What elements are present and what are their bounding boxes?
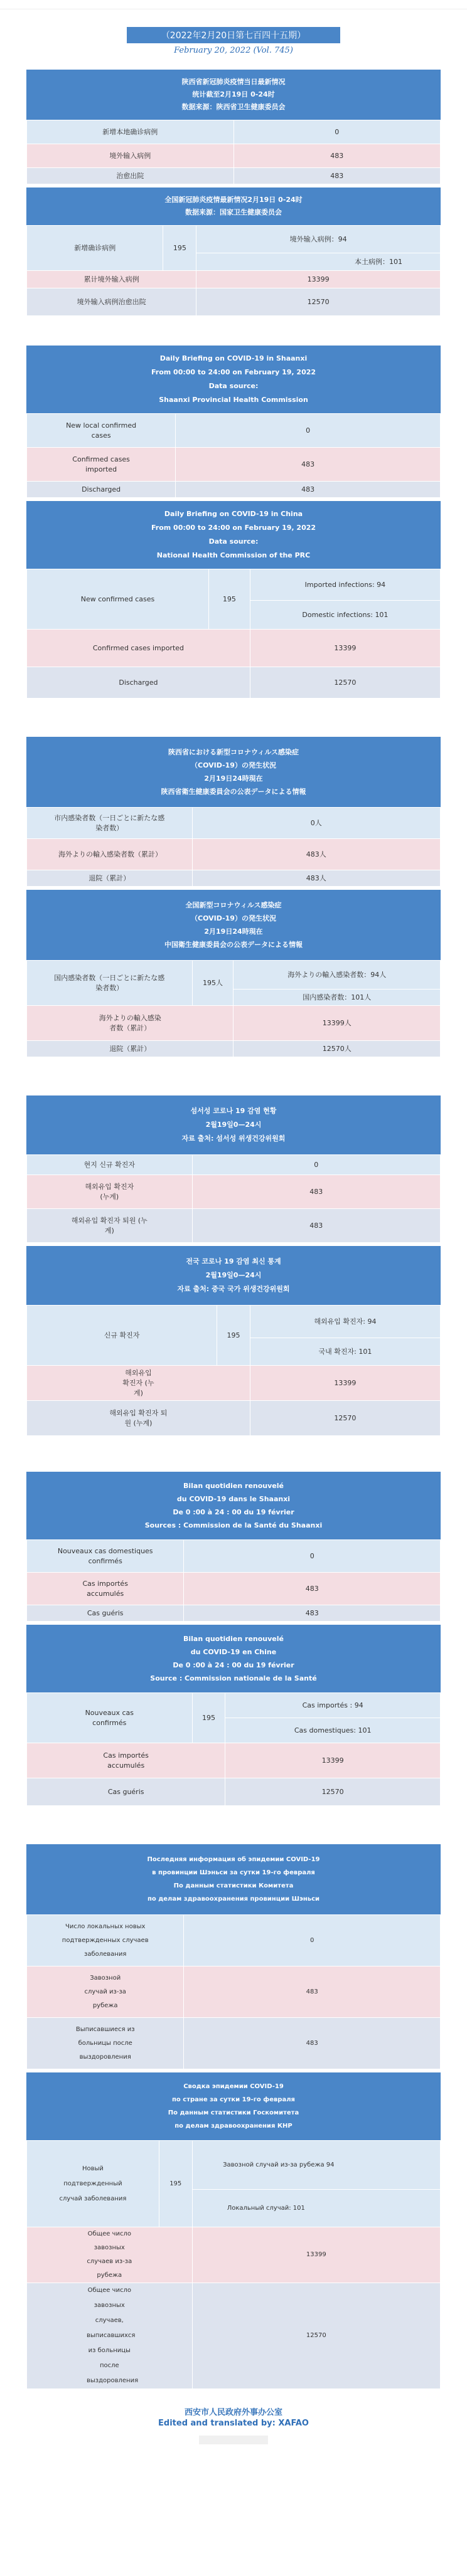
- header-line: 2월19일0—24시: [205, 1121, 262, 1129]
- row-value: 483人: [192, 839, 440, 870]
- domestic-cases: 국내 확진자: 101: [250, 1338, 440, 1366]
- row-label: 退院（累計）: [27, 1041, 234, 1057]
- header-line: 陝西省における新型コロナウィルス感染症: [168, 748, 299, 756]
- en-china-header: [26, 500, 441, 569]
- row-label: Nouveaux cas domestiques confirmés: [27, 1540, 184, 1573]
- header-line: Daily Briefing on COVID-19 in China: [164, 510, 303, 518]
- new-cases-label: 新增确诊病例: [27, 226, 163, 271]
- issue-date-en: February 20, 2022 (Vol. 745): [174, 46, 293, 55]
- header-line: （COVID-19）の発生状況: [191, 761, 276, 769]
- row-label: 新增本地确诊病例: [27, 120, 234, 144]
- header-line: From 00:00 to 24:00 on February 19, 2022: [151, 368, 316, 376]
- table-row: [27, 1778, 441, 1806]
- row-label: Выписавшиеся из больницы после выздоровления: [27, 2018, 184, 2069]
- jp-china-section: [26, 889, 441, 1057]
- row-label: 累计境外输入病例: [27, 271, 196, 288]
- row-label: Confirmed cases imported: [27, 630, 250, 667]
- header-line: 섬서성 코로나 19 감염 현황: [190, 1107, 277, 1115]
- header-line: 자료 출처: 중국 국가 위생건강위원회: [177, 1285, 290, 1293]
- table-row: [27, 2141, 441, 2190]
- row-label: Число локальных новых подтвержденных случаев заболевания: [27, 1915, 184, 1966]
- table-row: [27, 1155, 441, 1175]
- imported-cases: 해외유입 확진자: 94: [250, 1306, 440, 1338]
- row-label: 해외유입 확진자 (누계): [27, 1366, 250, 1401]
- cn-shaanxi-header: [26, 69, 441, 120]
- table-row: [27, 271, 441, 288]
- row-value: 483: [234, 168, 441, 184]
- jp-shaanxi-section: [26, 736, 441, 887]
- table-row: [27, 870, 441, 887]
- row-value: 13399: [250, 1366, 440, 1401]
- table-row: [27, 1573, 441, 1605]
- header-line: 2月19日24時現在: [204, 927, 263, 936]
- en-china-table: [26, 569, 441, 699]
- header-line: 全国新型コロナウィルス感染症: [185, 901, 282, 909]
- header-line: Сводка эпидемии COVID-19: [183, 2083, 284, 2090]
- header-line: 数据来源：陕西省卫生健康委员会: [181, 103, 286, 111]
- row-value: 483: [192, 1175, 440, 1209]
- ko-china-header: [26, 1245, 441, 1305]
- imported-cases: Imported infections: 94: [250, 569, 440, 601]
- header-line: Bilan quotidien renouvelé: [183, 1635, 284, 1643]
- header-line: Data source:: [208, 382, 259, 390]
- domestic-cases: Domestic infections: 101: [250, 601, 440, 630]
- header-line: Последняя информация об эпидемии COVID-19: [147, 1856, 320, 1863]
- header-line: De 0 :00 à 24 : 00 du 19 février: [173, 1661, 294, 1669]
- row-label: Confirmed cases imported: [27, 448, 176, 482]
- row-value: 0: [184, 1915, 441, 1966]
- cn-china-header: [26, 187, 441, 225]
- header-line: По данным статистики Госкомитета: [168, 2109, 299, 2116]
- row-label: 境外输入病例: [27, 144, 234, 168]
- header-line: Shaanxi Provincial Health Commission: [159, 396, 308, 404]
- new-cases-total: 195: [159, 2141, 192, 2227]
- domestic-cases: Локальный случай: 101: [192, 2190, 440, 2227]
- fr-china-section: [26, 1624, 441, 1806]
- header-line: National Health Commission of the PRC: [156, 551, 311, 559]
- new-cases-total: 195: [208, 569, 250, 630]
- row-value: 0: [234, 120, 441, 144]
- row-value: 13399: [192, 2227, 440, 2283]
- row-value: 483: [184, 1966, 441, 2018]
- row-label: Discharged: [27, 667, 250, 699]
- table-row: [27, 1540, 441, 1573]
- row-label: Cas guéris: [27, 1605, 184, 1622]
- header-line: 全国新冠肺炎疫情最新情况2月19日 0-24时: [164, 196, 303, 204]
- table-row: [27, 1743, 441, 1778]
- row-value: 12570: [225, 1778, 441, 1806]
- row-value: 12570: [250, 1401, 440, 1436]
- header-line: Data source:: [208, 537, 259, 546]
- header-line: по стране за сутки 19-го февраля: [172, 2096, 295, 2103]
- row-label: 市内感染者数（一日ごとに新たな感染者数）: [27, 808, 193, 839]
- table-row: [27, 1175, 441, 1209]
- table-row: [27, 1915, 441, 1966]
- header-line: 2월19일0—24시: [205, 1271, 262, 1279]
- domestic-cases: 国内感染者数：101人: [234, 990, 441, 1006]
- row-value: 483: [184, 1605, 441, 1622]
- row-label: Cas importés accumulés: [27, 1573, 184, 1605]
- ru-china-header: [26, 2072, 441, 2140]
- table-row: [27, 961, 441, 990]
- row-value: 483: [192, 1209, 440, 1243]
- bottom-placeholder: [199, 2436, 268, 2444]
- ru-shaanxi-table: [26, 1914, 441, 2069]
- row-label: 현지 신규 확진자: [27, 1155, 193, 1175]
- row-label: Cas guéris: [27, 1778, 225, 1806]
- table-row: [27, 2227, 441, 2283]
- table-row: [27, 630, 441, 667]
- table-row: [27, 288, 441, 316]
- row-label: 退院（累計）: [27, 870, 193, 887]
- row-value: 12570人: [234, 1041, 441, 1057]
- row-label: Cas importés accumulés: [27, 1743, 225, 1778]
- header-line: 2月19日24時現在: [204, 774, 263, 783]
- row-label: Discharged: [27, 482, 176, 498]
- issue-header: [127, 27, 340, 55]
- en-shaanxi-section: [26, 345, 441, 498]
- issue-date-cn: （2022年2月20日第七百四十五期）: [127, 27, 340, 43]
- row-value: 12570: [196, 288, 441, 316]
- row-value: 483: [234, 144, 441, 168]
- row-label: 境外输入病例治愈出院: [27, 288, 196, 316]
- fr-china-header: [26, 1624, 441, 1692]
- header-line: 数据来源：国家卫生健康委员会: [185, 208, 282, 216]
- new-cases-label: 신규 확진자: [27, 1306, 217, 1366]
- table-row: [27, 1006, 441, 1041]
- en-china-section: [26, 500, 441, 699]
- row-value: 0: [192, 1155, 440, 1175]
- row-value: 13399: [225, 1743, 441, 1778]
- new-cases-total: 195人: [192, 961, 234, 1006]
- header-line: по делам здравоохранения провинции Шэньси: [147, 1896, 320, 1903]
- row-value: 13399: [250, 630, 440, 667]
- cn-shaanxi-table: [26, 120, 441, 184]
- new-cases-label: 国内感染者数（一日ごとに新たな感染者数）: [27, 961, 193, 1006]
- row-value: 483: [176, 448, 441, 482]
- domestic-cases: Cas domestiques: 101: [225, 1718, 441, 1743]
- row-label: 해외유입 확진자 퇴원 (누계): [27, 1401, 250, 1436]
- row-label: 治愈出院: [27, 168, 234, 184]
- ko-china-table: [26, 1305, 441, 1436]
- header-line: De 0 :00 à 24 : 00 du 19 février: [173, 1508, 294, 1516]
- table-row: [27, 1605, 441, 1622]
- ru-china-table: [26, 2140, 441, 2389]
- table-row: [27, 120, 441, 144]
- table-row: [27, 226, 441, 253]
- header-line: 전국 코로나 19 감염 최신 통계: [186, 1257, 281, 1265]
- table-row: [27, 1693, 441, 1718]
- header-line: Sources : Commission de la Santé du Shaanxi: [144, 1521, 323, 1529]
- fr-shaanxi-header: [26, 1471, 441, 1539]
- ru-shaanxi-header: [26, 1844, 441, 1914]
- header-line: du COVID-19 en Chine: [190, 1648, 277, 1656]
- row-label: 海外よりの輸入感染者数（累計）: [27, 1006, 234, 1041]
- table-row: [27, 808, 441, 839]
- en-shaanxi-table: [26, 413, 441, 498]
- footer-credit: Edited and translated by: XAFAO: [158, 2419, 309, 2428]
- ru-china-section: [26, 2072, 441, 2389]
- table-row: [27, 482, 441, 498]
- cn-shaanxi-section: [26, 69, 441, 184]
- header-line: Bilan quotidien renouvelé: [183, 1482, 284, 1490]
- table-row: [27, 168, 441, 184]
- header-line: 统计截至2月19日 0-24时: [192, 90, 275, 98]
- fr-shaanxi-table: [26, 1539, 441, 1622]
- imported-cases: Cas importés : 94: [225, 1693, 441, 1718]
- header-line: по делам здравоохранения КНР: [174, 2123, 293, 2130]
- header-line: в провинции Шэньси за сутки 19-го февраля: [152, 1869, 315, 1876]
- jp-shaanxi-table: [26, 807, 441, 887]
- table-row: [27, 1306, 441, 1338]
- ko-china-section: [26, 1245, 441, 1436]
- new-cases-label: Nouveaux cas confirmés: [27, 1693, 193, 1743]
- row-value: 483: [184, 1573, 441, 1605]
- cn-china-section: [26, 187, 441, 316]
- new-cases-label: Новый подтвержденный случай заболевания: [27, 2141, 159, 2227]
- row-value: 12570: [250, 667, 440, 699]
- row-value: 12570: [192, 2283, 440, 2389]
- row-label: Завозной случай из-за рубежа: [27, 1966, 184, 2018]
- imported-cases: 境外输入病例：94: [196, 226, 441, 253]
- table-row: [27, 2018, 441, 2069]
- imported-cases: Завозной случай из-за рубежа 94: [192, 2141, 440, 2190]
- cn-china-table: [26, 225, 441, 316]
- header-line: Source : Commission nationale de la Santé: [150, 1674, 317, 1682]
- ko-shaanxi-table: [26, 1154, 441, 1243]
- table-row: [27, 414, 441, 448]
- jp-china-table: [26, 960, 441, 1057]
- footer-office-name: 西安市人民政府外事办公室: [184, 2408, 282, 2417]
- row-value: 483: [184, 2018, 441, 2069]
- ko-shaanxi-section: [26, 1095, 441, 1243]
- row-value: 0: [184, 1540, 441, 1573]
- header-line: 자료 출처: 섬서성 위생건강위원회: [181, 1134, 286, 1143]
- table-row: [27, 1401, 441, 1436]
- row-label: Общее число завозных случаев, выписавшихся из больницы после выздоровления: [27, 2283, 193, 2389]
- row-value: 0: [176, 414, 441, 448]
- table-row: [27, 1209, 441, 1243]
- header-line: Daily Briefing on COVID-19 in Shaanxi: [159, 354, 308, 362]
- row-label: 해외유입 확진자 퇴원 (누계): [27, 1209, 193, 1243]
- table-row: [27, 1966, 441, 2018]
- header-line: （COVID-19）の発生状況: [191, 914, 276, 922]
- table-row: [27, 144, 441, 168]
- row-value: 483: [176, 482, 441, 498]
- row-label: 海外よりの輸入感染者数（累計）: [27, 839, 193, 870]
- row-value: 0人: [192, 808, 440, 839]
- header-line: 中国衛生健康委員会の公表データによる情報: [164, 941, 303, 949]
- fr-china-table: [26, 1692, 441, 1806]
- table-row: [27, 448, 441, 482]
- table-row: [27, 1366, 441, 1401]
- table-row: [27, 569, 441, 601]
- row-label: Общее число завозных случаев из-за рубежа: [27, 2227, 193, 2283]
- header-line: du COVID-19 dans le Shaanxi: [176, 1495, 291, 1503]
- header-line: 陕西省新冠肺炎疫情当日最新情况: [181, 78, 286, 86]
- new-cases-total: 195: [163, 226, 196, 271]
- top-strip: [0, 0, 467, 9]
- jp-shaanxi-header: [26, 736, 441, 807]
- fr-shaanxi-section: [26, 1471, 441, 1622]
- row-value: 483人: [192, 870, 440, 887]
- header-line: From 00:00 to 24:00 on February 19, 2022: [151, 524, 316, 532]
- table-row: [27, 2283, 441, 2389]
- header-line: По данным статистики Комитета: [173, 1882, 294, 1889]
- ko-shaanxi-header: [26, 1095, 441, 1154]
- row-label: 해외유입 확진자 (누계): [27, 1175, 193, 1209]
- new-cases-total: 195: [192, 1693, 225, 1743]
- footer: [0, 2405, 467, 2428]
- row-label: New local confirmed cases: [27, 414, 176, 448]
- jp-china-header: [26, 889, 441, 960]
- table-row: [27, 667, 441, 699]
- domestic-cases: 本土病例：101: [196, 253, 441, 271]
- imported-cases: 海外よりの輸入感染者数：94人: [234, 961, 441, 990]
- en-shaanxi-header: [26, 345, 441, 413]
- new-cases-label: New confirmed cases: [27, 569, 209, 630]
- row-value: 13399人: [234, 1006, 441, 1041]
- ru-shaanxi-section: [26, 1844, 441, 2069]
- table-row: [27, 839, 441, 870]
- new-cases-total: 195: [217, 1306, 250, 1366]
- row-value: 13399: [196, 271, 441, 288]
- header-line: 陝西省衛生健康委員会の公表データによる情報: [161, 788, 306, 796]
- table-row: [27, 1041, 441, 1057]
